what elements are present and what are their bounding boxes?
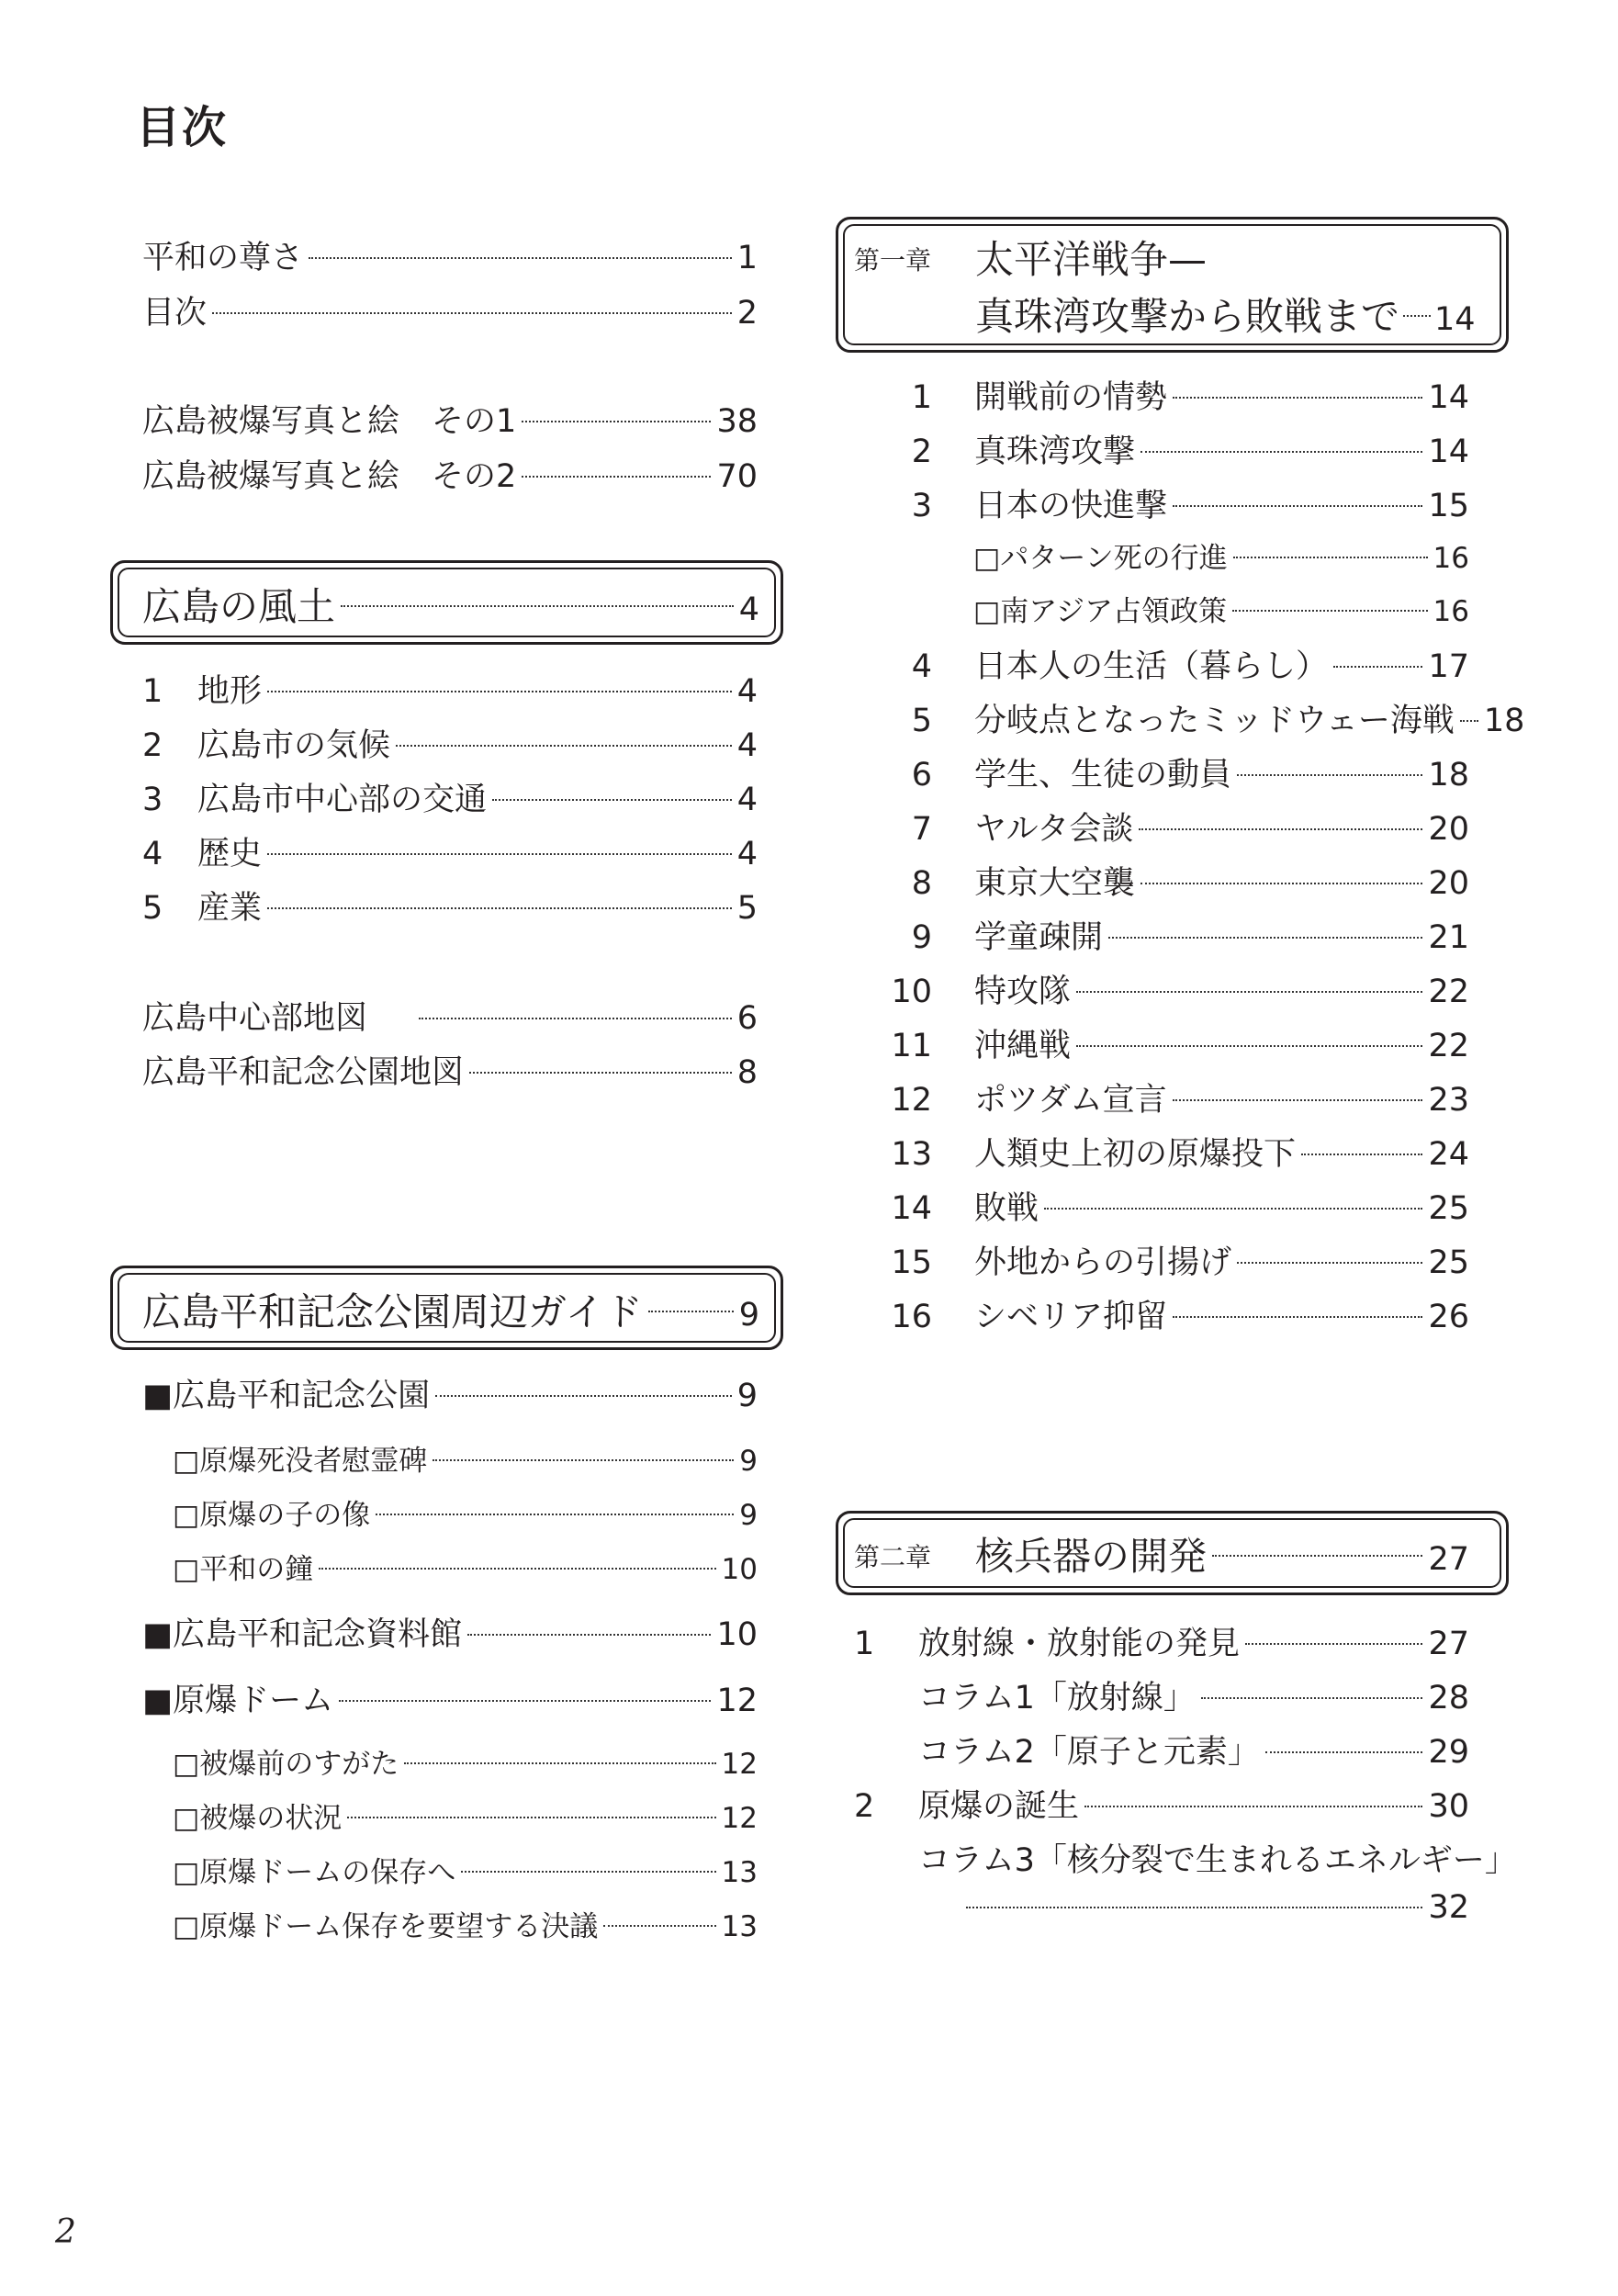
toc-page: 20 bbox=[1428, 811, 1469, 848]
toc-number: 3 bbox=[142, 782, 163, 818]
leader-dots bbox=[1139, 828, 1422, 830]
leader-dots bbox=[1245, 1643, 1422, 1645]
toc-number: 13 bbox=[891, 1136, 932, 1173]
section-heading-fudo[interactable] bbox=[142, 577, 759, 629]
leader-dots bbox=[1403, 315, 1431, 317]
toc-page: 4 bbox=[736, 673, 758, 710]
leader-dots bbox=[396, 745, 732, 747]
toc-entry[interactable] bbox=[877, 912, 1469, 956]
leader-dots bbox=[1173, 505, 1422, 507]
toc-label: 放射線・放射能の発見 bbox=[918, 1626, 1241, 1662]
toc-label: □被爆の状況 bbox=[173, 1802, 343, 1835]
toc-entry[interactable] bbox=[142, 451, 758, 495]
toc-entry[interactable] bbox=[854, 1835, 1517, 1879]
toc-page: 9 bbox=[739, 1499, 758, 1532]
chapter-title-line2: 真珠湾攻撃から敗戦まで bbox=[975, 294, 1400, 339]
toc-entry[interactable] bbox=[877, 426, 1469, 470]
section-heading-guide[interactable] bbox=[142, 1282, 759, 1332]
page-number: 2 bbox=[55, 2213, 76, 2251]
leader-dots bbox=[267, 907, 732, 909]
toc-label: □南アジア占領政策 bbox=[973, 595, 1228, 628]
toc-page: 2 bbox=[736, 295, 758, 332]
toc-page: 4 bbox=[736, 782, 758, 818]
toc-entry[interactable] bbox=[142, 774, 758, 818]
toc-entry[interactable] bbox=[854, 1781, 1469, 1825]
toc-number: 4 bbox=[142, 836, 163, 872]
toc-entry[interactable] bbox=[877, 1020, 1469, 1064]
toc-label: 特攻隊 bbox=[974, 974, 1072, 1010]
toc-page: 16 bbox=[1433, 542, 1469, 575]
leader-dots bbox=[1173, 397, 1422, 399]
toc-page: 22 bbox=[1428, 974, 1469, 1010]
leader-dots bbox=[648, 1311, 734, 1312]
toc-label: 外地からの引揚げ bbox=[974, 1244, 1232, 1281]
toc-page: 9 bbox=[739, 1445, 758, 1478]
toc-number: 2 bbox=[142, 727, 163, 764]
toc-subentry[interactable] bbox=[173, 1740, 758, 1781]
leader-dots bbox=[522, 476, 711, 478]
toc-label: 真珠湾攻撃 bbox=[974, 433, 1136, 470]
toc-number: 14 bbox=[891, 1190, 932, 1227]
toc-page: 9 bbox=[736, 1378, 758, 1414]
toc-page: 1 bbox=[736, 240, 758, 276]
toc-entry[interactable] bbox=[877, 1237, 1469, 1281]
toc-page: 25 bbox=[1428, 1244, 1469, 1281]
toc-page: 70 bbox=[716, 458, 758, 495]
leader-dots bbox=[1201, 1697, 1423, 1699]
toc-label: 広島被爆写真と絵 その2 bbox=[142, 458, 517, 495]
leader-dots bbox=[1232, 610, 1427, 612]
toc-entry[interactable] bbox=[854, 1727, 1469, 1771]
toc-subentry[interactable] bbox=[173, 1546, 758, 1586]
toc-page: 13 bbox=[721, 1910, 758, 1943]
leader-dots bbox=[1084, 1806, 1422, 1807]
leader-dots bbox=[267, 853, 732, 855]
leader-dots bbox=[1140, 451, 1422, 453]
leader-dots bbox=[419, 1018, 732, 1019]
toc-subentry[interactable] bbox=[173, 1849, 758, 1889]
toc-label: 学童疎開 bbox=[974, 919, 1104, 956]
toc-page: 12 bbox=[721, 1748, 758, 1781]
toc-page: 16 bbox=[1433, 595, 1469, 628]
leader-dots bbox=[1173, 1316, 1422, 1318]
leader-dots bbox=[1237, 1262, 1422, 1264]
chapter-tag: 第一章 bbox=[854, 245, 932, 276]
toc-number: 3 bbox=[911, 488, 932, 524]
toc-label: コラム1「放射線」 bbox=[918, 1680, 1196, 1716]
toc-page: 15 bbox=[1428, 488, 1469, 524]
chapter-heading-2[interactable] bbox=[975, 1526, 1469, 1579]
toc-number: 15 bbox=[891, 1244, 932, 1281]
toc-entry[interactable] bbox=[877, 1129, 1469, 1173]
leader-dots bbox=[339, 1700, 711, 1702]
leader-dots bbox=[492, 799, 732, 801]
leader-dots bbox=[1076, 1045, 1422, 1047]
toc-page: 4 bbox=[736, 836, 758, 872]
leader-dots bbox=[1301, 1154, 1422, 1155]
toc-entry[interactable] bbox=[142, 232, 758, 276]
toc-page: 17 bbox=[1428, 648, 1469, 685]
toc-page: 30 bbox=[1428, 1788, 1469, 1825]
toc-label: 広島中心部地図 bbox=[142, 1000, 368, 1037]
toc-entry[interactable] bbox=[854, 1889, 1469, 1930]
toc-page: 10 bbox=[716, 1616, 758, 1653]
toc-subentry[interactable] bbox=[173, 1795, 758, 1835]
toc-page: 24 bbox=[1428, 1136, 1469, 1173]
toc-label: 開戦前の情勢 bbox=[974, 379, 1168, 416]
toc-page: 27 bbox=[1428, 1541, 1469, 1578]
leader-dots bbox=[467, 1634, 711, 1636]
toc-label: □原爆ドームの保存へ bbox=[173, 1856, 456, 1889]
toc-number: 7 bbox=[911, 811, 932, 848]
toc-page: 18 bbox=[1428, 757, 1469, 793]
toc-entry[interactable] bbox=[142, 993, 758, 1037]
toc-entry[interactable] bbox=[877, 372, 1469, 416]
toc-entry[interactable] bbox=[142, 1609, 758, 1653]
toc-number: 16 bbox=[891, 1299, 932, 1335]
toc-entry[interactable] bbox=[142, 1370, 758, 1414]
toc-label: ■原爆ドーム bbox=[142, 1683, 334, 1719]
toc-subentry[interactable] bbox=[973, 588, 1469, 628]
leader-dots bbox=[435, 1395, 732, 1397]
toc-page: 4 bbox=[738, 591, 759, 628]
toc-label: □パターン死の行進 bbox=[973, 542, 1228, 575]
toc-number: 2 bbox=[854, 1788, 875, 1825]
toc-label: 広島被爆写真と絵 その1 bbox=[142, 403, 517, 440]
toc-number: 1 bbox=[142, 673, 163, 710]
leader-dots bbox=[404, 1762, 715, 1764]
toc-entry[interactable] bbox=[877, 1291, 1469, 1335]
toc-label: 東京大空襲 bbox=[974, 865, 1136, 902]
toc-label: 敗戦 bbox=[974, 1190, 1039, 1227]
toc-label: ■広島平和記念公園 bbox=[142, 1378, 431, 1414]
toc-page: 38 bbox=[716, 403, 758, 440]
toc-number: 4 bbox=[911, 648, 932, 685]
toc-page: 4 bbox=[736, 727, 758, 764]
toc-entry[interactable] bbox=[142, 828, 758, 872]
toc-label: コラム3「核分裂で生まれるエネルギー」 bbox=[918, 1842, 1517, 1879]
toc-number: 9 bbox=[911, 919, 932, 956]
leader-dots bbox=[267, 691, 732, 692]
toc-page: 21 bbox=[1428, 919, 1469, 956]
toc-label: 歴史 bbox=[197, 836, 263, 872]
toc-entry[interactable] bbox=[877, 858, 1469, 902]
leader-dots bbox=[1140, 883, 1422, 884]
toc-label: 広島市の気候 bbox=[197, 727, 391, 764]
toc-entry[interactable] bbox=[142, 883, 758, 927]
toc-page: 29 bbox=[1428, 1734, 1469, 1771]
chapter-heading-1[interactable] bbox=[975, 287, 1476, 339]
leader-dots bbox=[376, 1514, 734, 1515]
toc-label: □原爆の子の像 bbox=[173, 1499, 371, 1532]
toc-label: 地形 bbox=[197, 673, 263, 710]
leader-dots bbox=[1233, 557, 1428, 558]
toc-page: 14 bbox=[1428, 379, 1469, 416]
toc-page: 12 bbox=[721, 1802, 758, 1835]
toc-label: 分岐点となったミッドウェー海戦 bbox=[974, 703, 1455, 739]
toc-page: 22 bbox=[1428, 1028, 1469, 1064]
toc-page: 5 bbox=[736, 890, 758, 927]
leader-dots bbox=[1076, 991, 1422, 993]
leader-dots bbox=[1265, 1751, 1423, 1753]
toc-page: 6 bbox=[736, 1000, 758, 1037]
leader-dots bbox=[1212, 1555, 1422, 1557]
toc-number: 2 bbox=[911, 433, 932, 470]
chapter-title: 核兵器の開発 bbox=[975, 1534, 1208, 1579]
toc-label: ポツダム宣言 bbox=[974, 1082, 1167, 1119]
toc-page: 13 bbox=[721, 1856, 758, 1889]
page-title: 目次 bbox=[136, 102, 229, 153]
toc-page: 9 bbox=[738, 1297, 759, 1334]
toc-entry[interactable] bbox=[142, 720, 758, 764]
toc-number: 5 bbox=[142, 890, 163, 927]
toc-page: 20 bbox=[1428, 865, 1469, 902]
toc-page: 18 bbox=[1483, 703, 1525, 739]
toc-number: 5 bbox=[911, 703, 932, 739]
toc-entry[interactable] bbox=[877, 749, 1469, 793]
toc-page: 14 bbox=[1434, 301, 1476, 338]
leader-dots bbox=[1460, 720, 1478, 722]
toc-page: 28 bbox=[1428, 1680, 1469, 1716]
leader-dots bbox=[461, 1871, 715, 1873]
toc-label: 人類史上初の原爆投下 bbox=[974, 1136, 1297, 1173]
leader-dots bbox=[1044, 1208, 1422, 1210]
toc-label: □被爆前のすがた bbox=[173, 1748, 399, 1781]
toc-number: 1 bbox=[911, 379, 932, 416]
toc-page: 27 bbox=[1428, 1626, 1469, 1662]
toc-entry[interactable] bbox=[854, 1672, 1469, 1716]
leader-dots bbox=[1237, 774, 1422, 776]
toc-entry[interactable] bbox=[877, 695, 1525, 739]
leader-dots bbox=[1108, 937, 1422, 939]
toc-entry[interactable] bbox=[877, 804, 1469, 848]
toc-number: 12 bbox=[891, 1082, 932, 1119]
toc-page: 10 bbox=[721, 1553, 758, 1586]
leader-dots bbox=[309, 257, 732, 259]
toc-subentry[interactable] bbox=[173, 1903, 758, 1943]
toc-subentry[interactable] bbox=[173, 1491, 758, 1532]
toc-page: 12 bbox=[716, 1683, 758, 1719]
toc-label: シベリア抑留 bbox=[974, 1299, 1168, 1335]
toc-entry[interactable] bbox=[877, 966, 1469, 1010]
leader-dots bbox=[1173, 1099, 1423, 1101]
toc-page: 25 bbox=[1428, 1190, 1469, 1227]
toc-entry[interactable] bbox=[142, 396, 758, 440]
leader-dots bbox=[1333, 666, 1422, 668]
toc-label: コラム2「原子と元素」 bbox=[918, 1734, 1260, 1771]
toc-entry[interactable] bbox=[877, 641, 1469, 685]
toc-entry[interactable] bbox=[877, 1183, 1469, 1227]
toc-label: 広島市中心部の交通 bbox=[197, 782, 488, 818]
leader-dots bbox=[341, 605, 734, 607]
chapter-tag: 第二章 bbox=[854, 1542, 932, 1572]
toc-label: 産業 bbox=[197, 890, 263, 927]
toc-label: □平和の鐘 bbox=[173, 1553, 314, 1586]
section-title: 広島平和記念公園周辺ガイド bbox=[142, 1289, 643, 1334]
chapter-title-line1: 太平洋戦争— bbox=[975, 237, 1208, 282]
toc-entry[interactable] bbox=[142, 1675, 758, 1719]
toc-number: 1 bbox=[854, 1626, 875, 1662]
toc-label: 目次 bbox=[142, 295, 208, 332]
toc-entry[interactable] bbox=[877, 480, 1469, 524]
leader-dots bbox=[469, 1072, 732, 1074]
leader-dots bbox=[347, 1817, 715, 1818]
toc-label: 原爆の誕生 bbox=[918, 1788, 1080, 1825]
toc-number: 6 bbox=[911, 757, 932, 793]
toc-number: 11 bbox=[891, 1028, 932, 1064]
toc-label: 日本の快進撃 bbox=[974, 488, 1168, 524]
toc-label: □原爆死没者慰霊碑 bbox=[173, 1445, 428, 1478]
leader-dots bbox=[433, 1459, 734, 1461]
toc-subentry[interactable] bbox=[173, 1437, 758, 1478]
toc-entry[interactable] bbox=[142, 287, 758, 332]
toc-label: 学生、生徒の動員 bbox=[974, 757, 1232, 793]
toc-entry[interactable] bbox=[142, 666, 758, 710]
toc-label: 沖縄戦 bbox=[974, 1028, 1072, 1064]
toc-number: 8 bbox=[911, 865, 932, 902]
toc-label: 日本人の生活（暮らし） bbox=[974, 648, 1329, 685]
toc-label: 平和の尊さ bbox=[142, 240, 304, 276]
leader-dots bbox=[522, 421, 711, 422]
leader-dots bbox=[966, 1907, 1422, 1908]
toc-page: 14 bbox=[1428, 433, 1469, 470]
section-title: 広島の風土 bbox=[142, 584, 336, 629]
toc-page: 32 bbox=[1428, 1889, 1469, 1926]
toc-label: ■広島平和記念資料館 bbox=[142, 1616, 463, 1653]
leader-dots bbox=[319, 1568, 715, 1570]
toc-label: ヤルタ会談 bbox=[974, 811, 1134, 848]
toc-entry[interactable] bbox=[854, 1618, 1469, 1662]
toc-page: 23 bbox=[1428, 1082, 1469, 1119]
leader-dots bbox=[212, 312, 732, 314]
toc-label: □原爆ドーム保存を要望する決議 bbox=[173, 1910, 599, 1943]
toc-subentry[interactable] bbox=[973, 535, 1469, 575]
toc-page: 26 bbox=[1428, 1299, 1469, 1335]
toc-entry[interactable] bbox=[142, 1047, 758, 1091]
toc-page: 8 bbox=[736, 1054, 758, 1091]
leader-dots bbox=[603, 1925, 715, 1927]
toc-label: 広島平和記念公園地図 bbox=[142, 1054, 465, 1091]
toc-entry[interactable] bbox=[877, 1075, 1469, 1119]
toc-number: 10 bbox=[891, 974, 932, 1010]
